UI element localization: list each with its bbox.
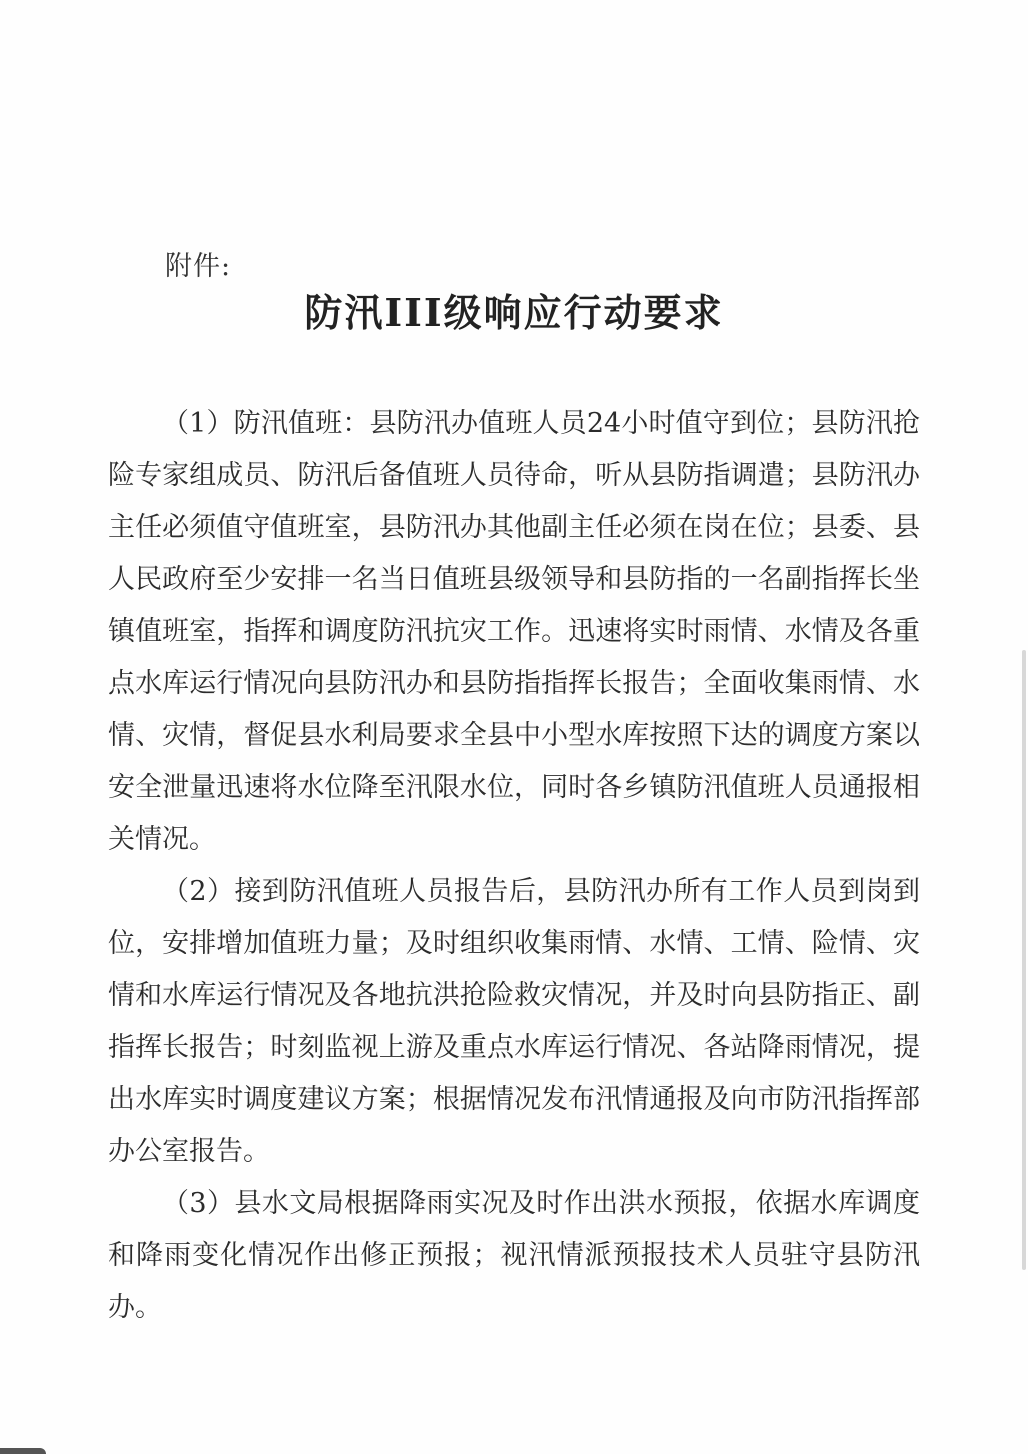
paragraph-3: （3）县水文局根据降雨实况及时作出洪水预报，依据水库调度和降雨变化情况作出修正预报；视汛情派预报技术人员驻守县防汛办。 bbox=[108, 1188, 920, 1323]
paragraph-2: （2）接到防汛值班人员报告后，县防汛办所有工作人员到岗到位，安排增加值班力量；及时组织收集雨情、水情、工情、险情、灾情和水库运行情况及各地抗洪抢险救灾情况，并及时向县防指正、副指挥长报告；时刻监视上游及重点水库运行情况、各站降雨情况，提出水库实时调度建议方案；根据情况发布汛情通报及向市防汛指挥部办公室报告。 bbox=[108, 876, 920, 1167]
document-body bbox=[108, 398, 920, 1334]
corner-indicator bbox=[0, 1448, 46, 1454]
scrollbar[interactable] bbox=[1022, 650, 1026, 1270]
document-title: 防汛III级响应行动要求 bbox=[304, 290, 724, 335]
paragraph-1: （1）防汛值班：县防汛办值班人员24小时值守到位；县防汛抢险专家组成员、防汛后备值班人员待命，听从县防指调遣；县防汛办主任必须值守值班室，县防汛办其他副主任必须在岗在位；县委、县人民政府至少安排一名当日值班县级领导和县防指的一名副指挥长坐镇值班室，指挥和调度防汛抗灾工作。迅速将实时雨情、水情及各重点水库运行情况向县防汛办和县防指指挥长报告；全面收集雨情、水情、灾情，督促县水利局要求全县中小型水库按照下达的调度方案以安全泄量迅速将水位降至汛限水位，同时各乡镇防汛值班人员通报相关情况。 bbox=[108, 408, 920, 855]
attachment-label: 附件: bbox=[165, 251, 232, 282]
